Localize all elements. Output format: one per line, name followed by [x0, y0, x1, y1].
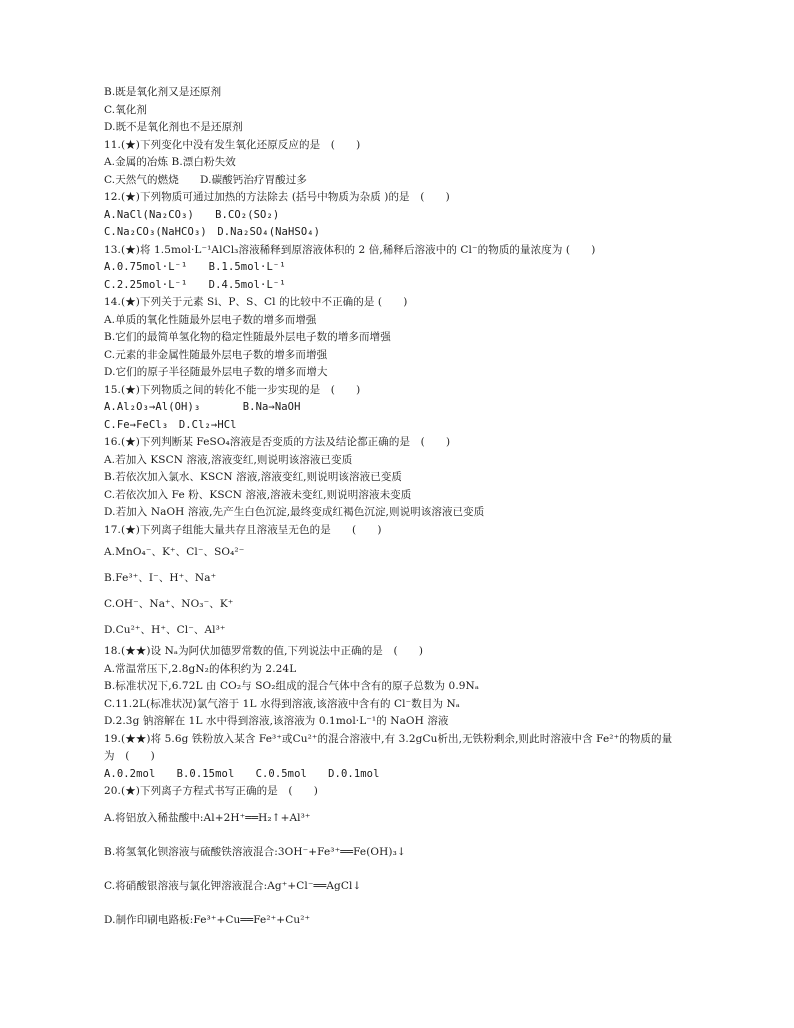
option-line: C.Fe→FeCl₃ D.Cl₂→HCl [104, 418, 237, 431]
option-line: A.MnO₄⁻、K⁺、Cl⁻、SO₄²⁻ [104, 546, 245, 558]
question-12: 12.(★)下列物质可通过加热的方法除去 (括号中物质为杂质 )的是 ( ) [104, 191, 450, 203]
option-line: D.Cu²⁺、H⁺、Cl⁻、Al³⁺ [104, 624, 226, 636]
exam-page [104, 84, 744, 937]
option-line: C.天然气的燃烧 D.碳酸钙治疗胃酸过多 [104, 173, 307, 186]
option-line: C.将硝酸银溶液与氯化钾溶液混合:Ag⁺+Cl⁻══AgCl↓ [104, 879, 362, 892]
option-line: C.氧化剂 [104, 103, 147, 116]
option-line: C.元素的非金属性随最外层电子数的增多而增强 [104, 348, 328, 361]
option-line: C.2.25mol·L⁻¹ D.4.5mol·L⁻¹ [104, 278, 286, 291]
option-line: D.既不是氧化剂也不是还原剂 [104, 121, 243, 133]
option-line: A.单质的氧化性随最外层电子数的增多而增强 [104, 313, 317, 326]
question-13: 13.(★)将 1.5mol·L⁻¹AlCl₃溶液稀释到原溶液体积的 2 倍,稀释后溶液中的 Cl⁻的物质的量浓度为 ( ) [104, 243, 596, 256]
option-line: B.Fe³⁺、I⁻、H⁺、Na⁺ [104, 572, 217, 584]
option-line: A.将铝放入稀盐酸中:Al+2H⁺══H₂↑+Al³⁺ [104, 811, 311, 824]
option-line: C.11.2L(标准状况)氯气溶于 1L 水得到溶液,该溶液中含有的 Cl⁻数目为 Nₐ [104, 697, 460, 710]
option-line: A.0.75mol·L⁻¹ B.1.5mol·L⁻¹ [104, 261, 286, 273]
question-19-cont: 为 ( ) [104, 750, 155, 762]
option-line: B.它们的最简单氢化物的稳定性随最外层电子数的增多而增强 [104, 331, 391, 343]
option-line: C.若依次加入 Fe 粉、KSCN 溶液,溶液未变红,则说明溶液未变质 [104, 488, 412, 501]
option-line: D.若加入 NaOH 溶液,先产生白色沉淀,最终变成红褐色沉淀,则说明该溶液已变质 [104, 506, 485, 518]
option-line: C.Na₂CO₃(NaHCO₃) D.Na₂SO₄(NaHSO₄) [104, 226, 321, 238]
option-line: B.将氢氧化钡溶液与硫酸铁溶液混合:3OH⁻+Fe³⁺══Fe(OH)₃↓ [104, 845, 406, 858]
option-line: A.Al₂O₃→Al(OH)₃ B.Na→NaOH [104, 401, 301, 413]
question-16: 16.(★)下列判断某 FeSO₄溶液是否变质的方法及结论都正确的是 ( ) [104, 436, 451, 448]
option-line: A.若加入 KSCN 溶液,溶液变红,则说明该溶液已变质 [104, 453, 353, 466]
option-line: D.制作印刷电路板:Fe³⁺+Cu══Fe²⁺+Cu²⁺ [104, 913, 311, 926]
option-line: B.既是氧化剂又是还原剂 [104, 86, 222, 98]
question-14: 14.(★)下列关于元素 Si、P、S、Cl 的比较中不正确的是 ( ) [104, 296, 408, 308]
question-17: 17.(★)下列离子组能大量共存且溶液呈无色的是 ( ) [104, 523, 382, 536]
question-18: 18.(★★)设 Nₐ为阿伏加德罗常数的值,下列说法中正确的是 ( ) [104, 645, 424, 657]
option-line: A.NaCl(Na₂CO₃) B.CO₂(SO₂) [104, 208, 280, 221]
question-20: 20.(★)下列离子方程式书写正确的是 ( ) [104, 785, 318, 797]
option-line: B.标准状况下,6.72L 由 CO₂与 SO₂组成的混合气体中含有的原子总数为 0.9Nₐ [104, 680, 479, 692]
option-line: A.常温常压下,2.8gN₂的体积约为 2.24L [104, 662, 297, 675]
option-line: B.若依次加入氯水、KSCN 溶液,溶液变红,则说明该溶液已变质 [104, 471, 403, 483]
option-line: D.它们的原子半径随最外层电子数的增多而增大 [104, 366, 328, 378]
option-line: C.OH⁻、Na⁺、NO₃⁻、K⁺ [104, 598, 234, 610]
question-15: 15.(★)下列物质之间的转化不能一步实现的是 ( ) [104, 383, 361, 396]
question-19: 19.(★★)将 5.6g 铁粉放入某含 Fe³⁺或Cu²⁺的混合溶液中,有 3.2gCu析出,无铁粉剩余,则此时溶液中含 Fe²⁺的物质的量 [104, 732, 673, 745]
question-11: 11.(★)下列变化中没有发生氧化还原反应的是 ( ) [104, 138, 361, 151]
option-line: A.金属的冶炼 B.漂白粉失效 [104, 156, 236, 168]
option-line: D.2.3g 钠溶解在 1L 水中得到溶液,该溶液为 0.1mol·L⁻¹的 NaOH 溶液 [104, 715, 449, 727]
option-line: A.0.2mol B.0.15mol C.0.5mol D.0.1mol [104, 767, 380, 780]
